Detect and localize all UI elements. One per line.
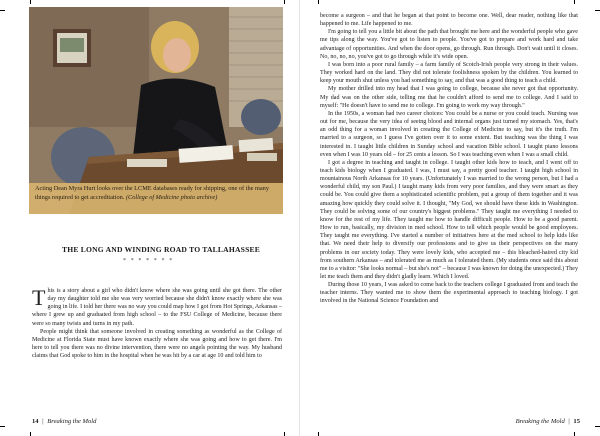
paragraph: become a surgeon – and that he began at that point to become one. Well, dear reader, nothing like that happened to me. Life happened to me. (320, 13, 578, 28)
book-title: Breaking the Mold (47, 418, 97, 425)
paragraph: In the 1950s, a woman had two career choices: You could be a nurse or you could teach. Nursing was out for me, because the very idea of seeing blood and internal organs just turned my stomach. Yes, that's an odd thing for a woman involved in creating the College of Medicine to say, but it's the truth. I'm married to a surgeon, so I guess I've gotten over it to some extent. But teaching was the thing I was interested in. I taught little children in Sunday school and vacation Bible school. I taught piano lessons even when I was 10 years old – for 25 cents a lesson. So I was teaching even when I was a small child. (320, 110, 578, 158)
paragraph: I got a degree in teaching and taught in college. I taught other kids how to teach, and I went off to teach kids biology when I graduated. I was, I must say, a pretty good teacher. I taught high school in mountainous North Arkansas for 10 years. (Unfortunately I was married to the wrong person, but I had a wonderful child, my son Paul.) I taught many kids from very poor families, and they were smart as they could be. You could give them a sophisticated scientific problem, put a group of them together and it was amazing how quickly they could solve it. I thought, "My God, we should have these kids in Washington. They could be solving some of our country's biggest problems." They taught me everything I needed to know for the rest of my life. They taught me how to handle difficult people. How to be a good parent. How to run, basically, my division in med school. How to tell which people would be good employees. They taught me everything. I've started a number of initiatives here at the med school to help kids like that. We need their help to diversify our professions and to give us their perspectives on the many problems in our society today. They were lovely kids, who accepted me – this bleached-haired city kid from southern Arkansas – and tolerated me as much as I tolerated them. (My students once said this about me to a visitor: "She looks normal – but she's not" – because I was known for doing the unexpected.) They let me teach them and they didn't gladly learn. Which I loved. (320, 159, 578, 280)
section-ornament: * * * * * * * (123, 258, 174, 264)
folio-separator: | (42, 418, 44, 425)
drop-cap: T (32, 285, 46, 310)
page-number: 14 (32, 418, 39, 425)
page-number: 15 (573, 418, 580, 425)
paragraph-text: his is a story about a girl who didn't know where she was going until she got there. The other day my daughter told me she was very worried because she didn't know exactly where she was going in life. I told her there was no way you could map how I got from Hot Springs, Arkansas – where I grew up and graduated from high school – to the FSU College of Medicine, because there were so many twists and turns in my path. (32, 288, 282, 327)
left-body-text (32, 287, 282, 360)
paragraph: People might think that someone involved in creating something as wonderful as the College of Medicine at Florida State must have known exactly where she was going and how to get there. I'm here to tell you there was no divine intervention, there were no angels pointing the way. My husband claims that God spoke to him in the hospital when he was hit by a car at age 10 and told him to (32, 328, 282, 360)
folio-separator: | (568, 418, 570, 425)
caption-credit: (College of Medicine photo archive) (125, 193, 218, 201)
paragraph: My mother drilled into my head that I was going to college, because she never got that opportunity. My dad was on the other side, telling me that he couldn't afford to send me to college. And I said to myself: "He doesn't have to send me to college. I'm going to work my way through." (320, 86, 578, 109)
folio-right (516, 418, 580, 425)
chapter-title: THE LONG AND WINDING ROAD TO TALLAHASSEE (62, 245, 261, 254)
right-page (300, 0, 600, 436)
folio-left (32, 418, 96, 425)
paragraph: I was born into a poor rural family – a farm family of Scotch-Irish people very strong in their values. They worked hard on the land. They did not tolerate foolishness spoken by the children. You learned to keep your mouth shut unless you had something to say, and that was a good thing to teach a child. (320, 61, 578, 85)
book-title: Breaking the Mold (515, 418, 565, 425)
paragraph: I'm going to tell you a little bit about the path that brought me here and the wonderful people who gave me tips along the way. You've got to listen to people. You've got to prepare and work hard and take advantage of opportunities. And when the door opens, go through. Run through. Don't wait until it closes. No, no, no, no, you've got to go through while it's wide open. (320, 29, 578, 60)
caption-text: Acting Dean Myra Hurt looks over the LCME databases ready for shipping, one of the many things required to get accreditation. (35, 185, 269, 201)
right-body-text (320, 12, 578, 306)
paragraph: During those 10 years, I was asked to come back to the teachers college I graduated from and teach the teacher interns. They wanted me to show them the experimental approach to teaching biology. I got involved in the National Science Foundation and (320, 282, 578, 305)
paragraph (32, 287, 282, 328)
photo-caption (29, 183, 283, 214)
